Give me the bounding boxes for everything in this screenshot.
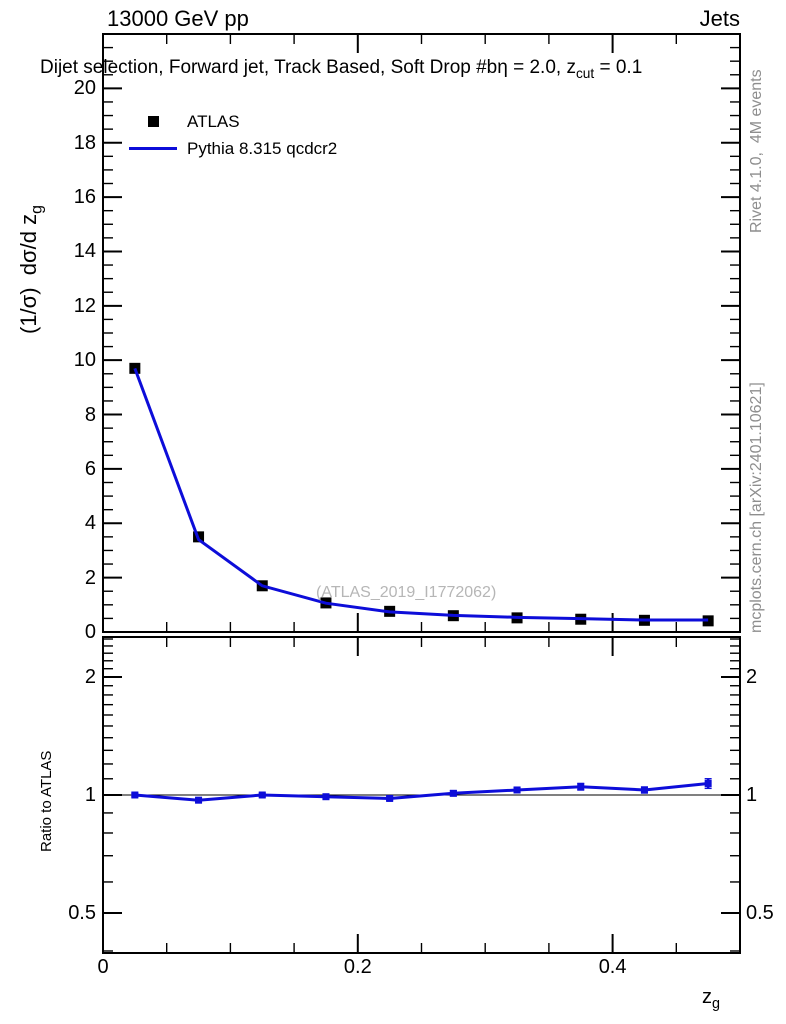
ratio-y-tick-label-right: 0.5 — [746, 902, 774, 924]
ratio-marker — [641, 786, 648, 793]
ratio-marker — [577, 783, 584, 790]
main-y-tick-label: 6 — [84, 457, 96, 480]
ratio-marker — [131, 792, 138, 799]
main-y-tick-label: 12 — [73, 294, 96, 317]
main-y-tick-label: 0 — [84, 621, 96, 643]
ratio-y-tick-label-left: 0.5 — [68, 902, 96, 924]
y-axis-title-subscript: g — [28, 205, 46, 214]
main-y-tick-label: 16 — [73, 186, 96, 209]
pythia-line — [135, 368, 708, 620]
rivet-version-note: Rivet 4.1.0, 4M events — [748, 69, 765, 233]
ratio-marker — [705, 780, 712, 787]
observable-title-tail: = 0.1 — [594, 57, 643, 78]
ratio-y-tick-label-right: 1 — [746, 784, 758, 806]
legend-label-atlas: ATLAS — [187, 111, 240, 131]
beam-energy-title: 13000 GeV pp — [107, 6, 249, 31]
legend-row-atlas — [128, 108, 337, 135]
x-tick-label: 0 — [97, 956, 109, 978]
analysis-group-title: Jets — [699, 6, 740, 31]
main-y-tick-label: 10 — [73, 349, 96, 372]
observable-title — [40, 57, 786, 81]
ratio-line — [135, 783, 708, 800]
legend — [128, 108, 337, 162]
main-y-tick-label: 14 — [73, 240, 96, 263]
x-axis-title-subscript: g — [712, 996, 721, 1013]
x-axis-title — [702, 986, 720, 1012]
ratio-y-tick-label-right: 2 — [746, 666, 758, 688]
ratio-marker — [514, 786, 521, 793]
ratio-marker — [259, 792, 266, 799]
blue-line-marker-icon — [128, 147, 178, 150]
legend-label-pythia: Pythia 8.315 qcdcr2 — [187, 138, 338, 158]
ratio-axis-title: Ratio to ATLAS — [38, 750, 55, 852]
observable-title-subscript: cut — [575, 65, 595, 81]
mcplots-arxiv-note: mcplots.cern.ch [arXiv:2401.10621] — [748, 382, 765, 633]
ratio-marker — [386, 795, 393, 802]
ratio-marker — [450, 790, 457, 797]
main-y-tick-label: 20 — [73, 77, 96, 100]
legend-row-pythia — [128, 135, 337, 162]
observable-title-text: Dijet selection, Forward jet, Track Based, Soft Drop #bη = 2.0, z — [40, 57, 576, 78]
main-y-tick-label: 4 — [84, 512, 96, 535]
ratio-marker — [195, 797, 202, 804]
y-axis-title-text: (1/σ) dσ/d z — [16, 213, 41, 334]
x-axis-title-text: z — [702, 986, 712, 1008]
ratio-marker — [322, 793, 329, 800]
ratio-y-tick-label-left: 2 — [84, 666, 96, 688]
black-square-marker-icon — [128, 116, 178, 127]
main-y-tick-label: 2 — [84, 566, 96, 589]
analysis-id-watermark: (ATLAS_2019_I1772062) — [316, 584, 497, 601]
y-axis-title — [16, 205, 47, 334]
main-y-tick-label: 18 — [73, 131, 96, 154]
x-tick-label: 0.2 — [343, 956, 372, 978]
main-y-tick-label: 8 — [84, 403, 96, 426]
x-tick-label: 0.4 — [598, 956, 627, 978]
ratio-y-tick-label-left: 1 — [84, 784, 96, 806]
